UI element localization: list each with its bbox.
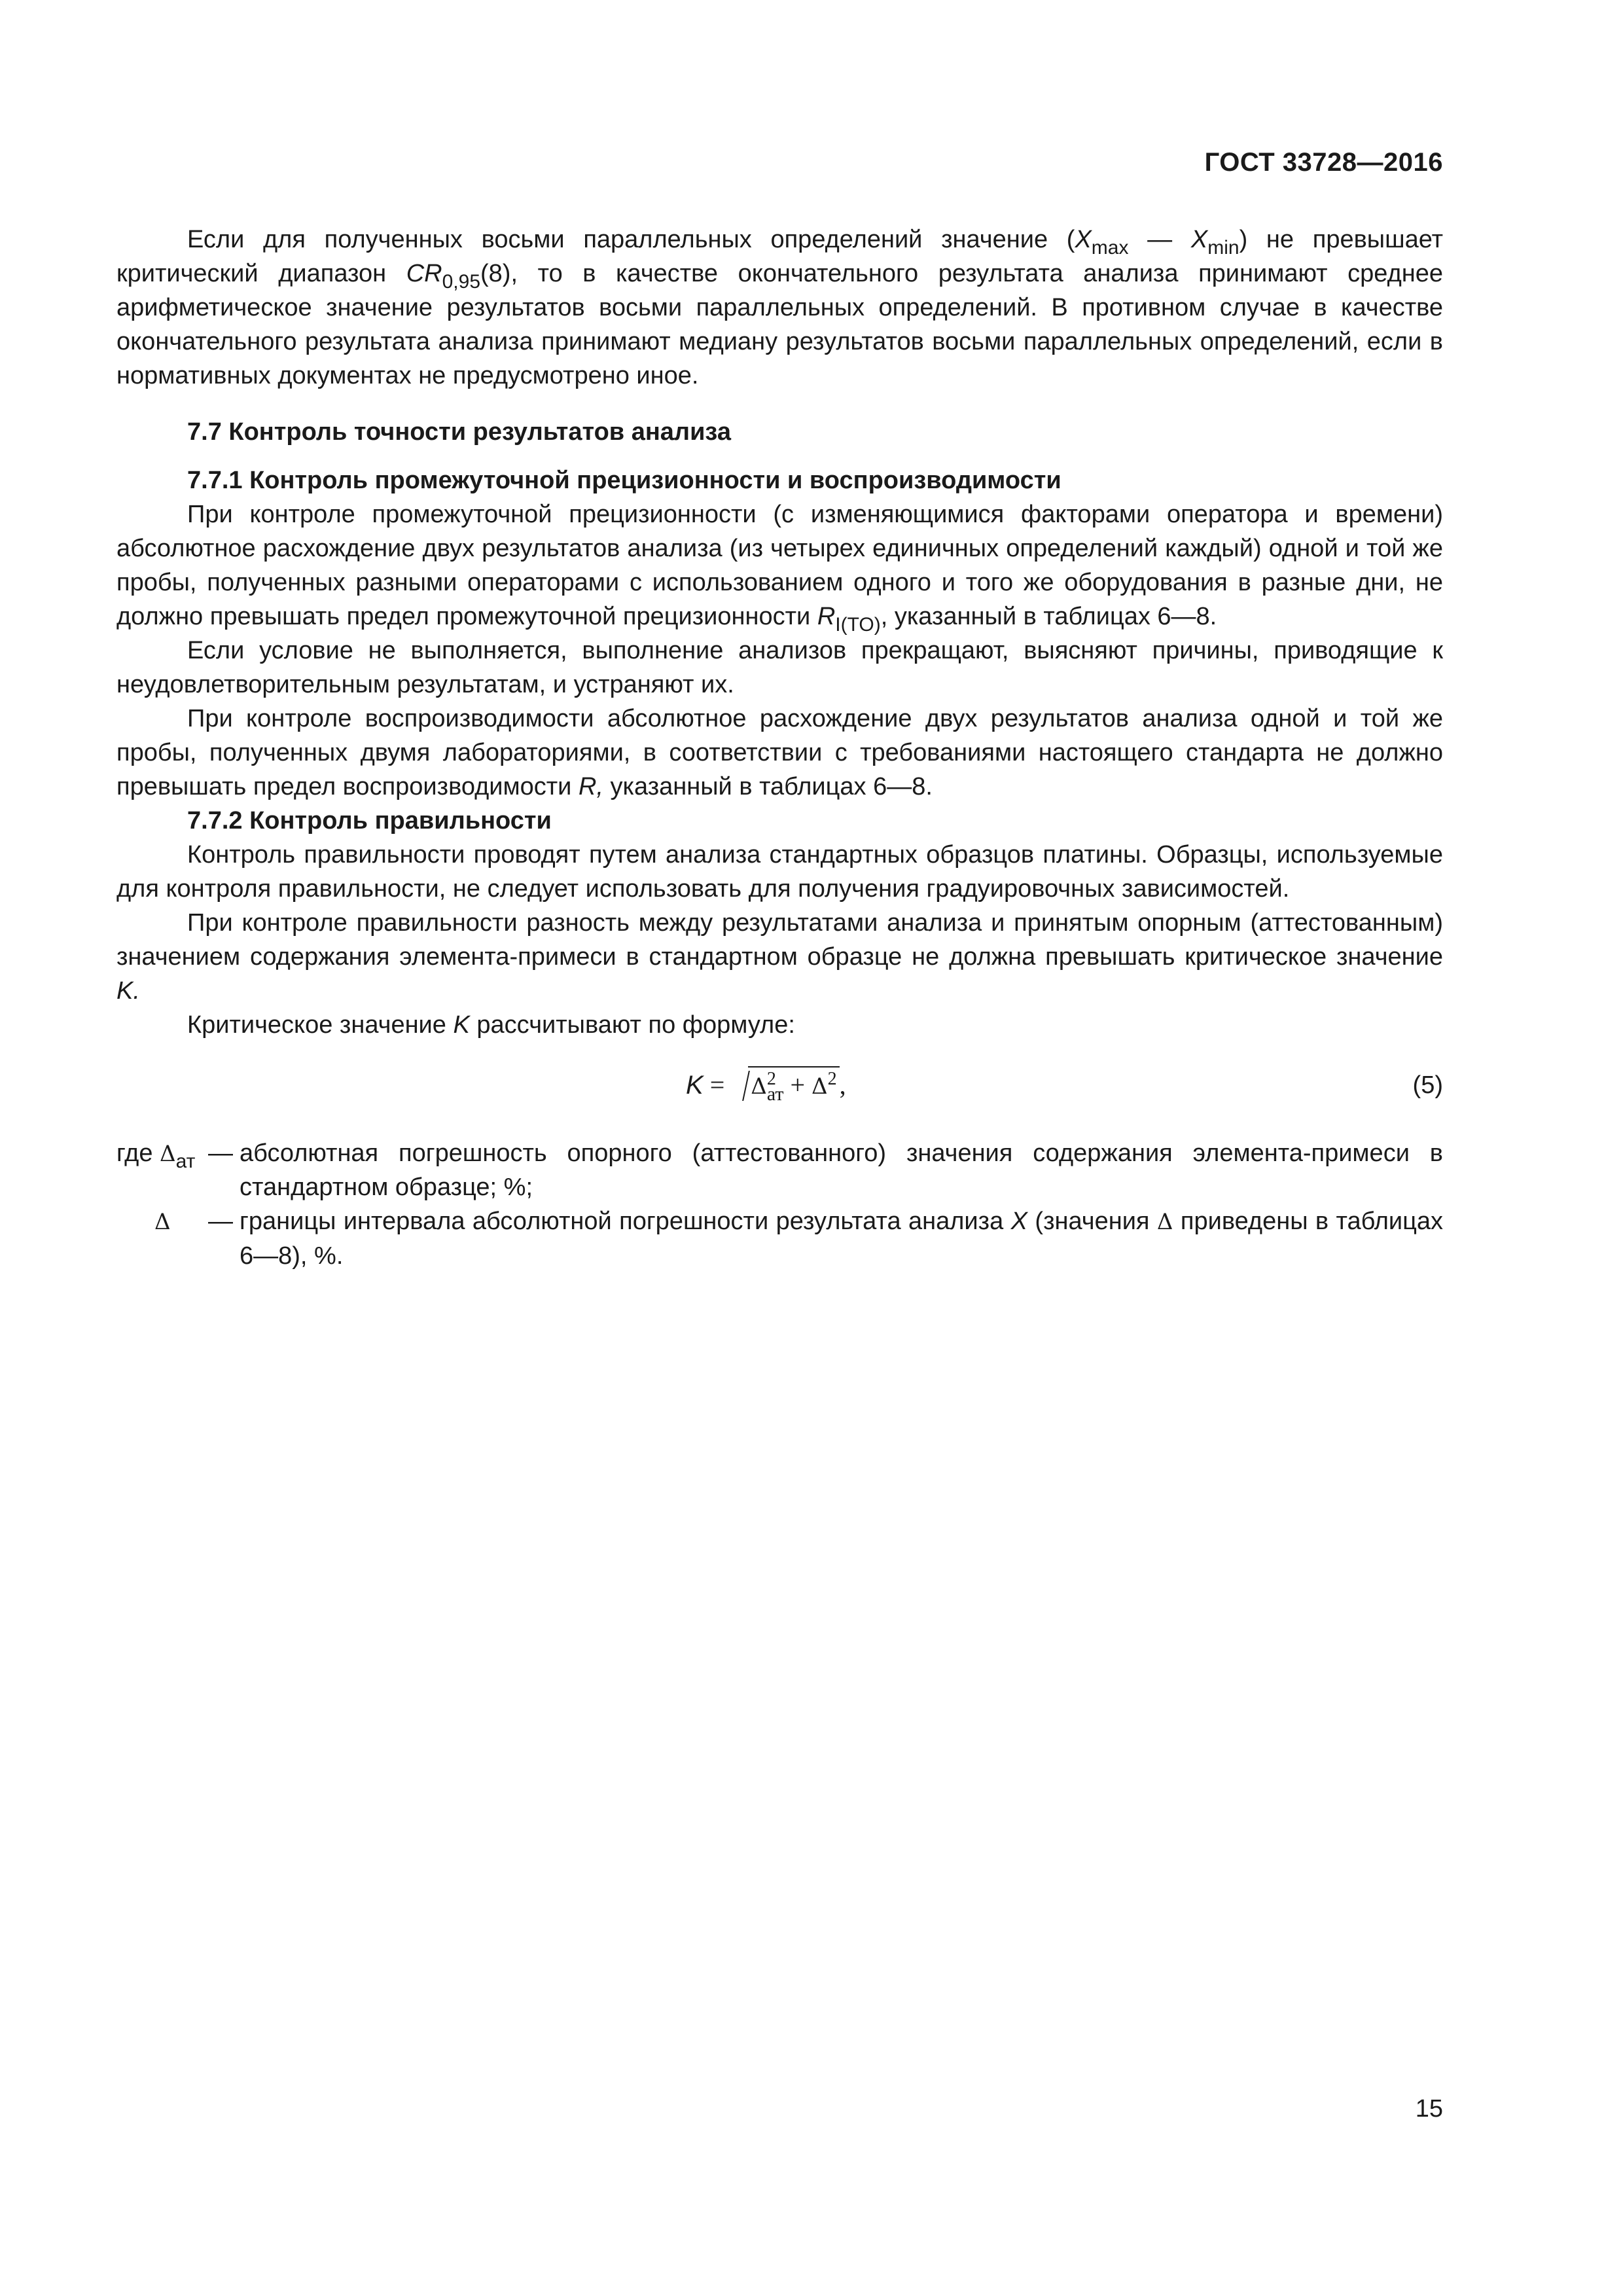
formula-number: (5) bbox=[1412, 1071, 1443, 1099]
section-heading-7-7-1: 7.7.1 Контроль промежуточной прецизионности и воспроизводимости bbox=[187, 467, 1061, 494]
exponent: 2 bbox=[766, 1069, 776, 1089]
text-run: При контроле промежуточной прецизионности (с изменяющимися факторами оператора и времени) абсолютное расхождение двух результатов анализа (из четырех единичных определений каждый) одной и той же пробы, полученных разными операторами с использованием одного и того же оборудования в разные дни, не должно превышать предел промежуточной прецизионности bbox=[116, 501, 1443, 630]
text-run: — bbox=[1128, 226, 1191, 253]
delta-symbol: Δ bbox=[160, 1141, 176, 1167]
delta-symbol: Δ bbox=[751, 1073, 767, 1100]
subscript-max: max bbox=[1091, 237, 1129, 259]
text-run: ) не превышает критический диапазон bbox=[116, 226, 1443, 287]
definition-text bbox=[240, 1204, 1443, 1273]
text-run: приведены в таблицах 6—8), %. bbox=[240, 1208, 1443, 1270]
section-heading-7-7-2: 7.7.2 Контроль правильности bbox=[187, 807, 552, 834]
variable-k: K. bbox=[116, 977, 140, 1005]
subscript-at: ат bbox=[175, 1151, 196, 1172]
variable-x: X bbox=[1075, 226, 1092, 253]
text-run: Если для полученных восьми параллельных определений значение ( bbox=[187, 226, 1075, 253]
formula-comma: , bbox=[839, 1070, 846, 1100]
text-run: (значения bbox=[1027, 1208, 1157, 1235]
text-run: границы интервала абсолютной погрешности результата анализа bbox=[240, 1208, 1011, 1235]
exponent: 2 bbox=[827, 1069, 837, 1089]
paragraph-7-7-1-reproducibility bbox=[116, 702, 1443, 804]
definition-term bbox=[116, 1204, 208, 1239]
subscript-ito: I(TO) bbox=[835, 614, 881, 636]
text-run: При контроле правильности разность между результатами анализа и принятым опорным (аттестованным) значением содержания элемента-примеси в стандартном образце не должна превышать критическое значение bbox=[116, 909, 1443, 971]
where-label: где bbox=[116, 1139, 160, 1167]
text-run: рассчитывают по формуле: bbox=[469, 1011, 795, 1039]
definition-term bbox=[116, 1136, 208, 1171]
text-run: указанный в таблицах 6—8. bbox=[603, 773, 933, 800]
delta-symbol: Δ bbox=[154, 1209, 171, 1235]
paragraph-7-7-2-criterion bbox=[116, 906, 1443, 1008]
variable-x: X bbox=[1190, 226, 1208, 253]
text-run: При контроле воспроизводимости абсолютное расхождение двух результатов анализа одной и той же пробы, полученных двумя лабораториями, в соответствии с требованиями настоящего стандарта не должно превышать предел воспроизводимости bbox=[116, 705, 1443, 800]
formula-plus: + bbox=[783, 1070, 812, 1100]
text-run: Критическое значение bbox=[187, 1011, 454, 1039]
text-run: , указанный в таблицах 6—8. bbox=[880, 603, 1217, 630]
variable-cr: CR bbox=[406, 260, 442, 287]
square-root-sign bbox=[731, 1068, 839, 1103]
definition-text: абсолютная погрешность опорного (аттестованного) значения содержания элемента-примеси в стандартном образце; %; bbox=[240, 1139, 1443, 1201]
variable-r: R bbox=[817, 603, 836, 630]
definition-dash: — bbox=[208, 1139, 233, 1167]
paragraph-7-7-1-condition: Если условие не выполняется, выполнение анализов прекращают, выясняют причины, приводящие к неудовлетворительным результатам, и устраняют их. bbox=[116, 637, 1443, 698]
formula-k bbox=[686, 1068, 846, 1103]
definition-delta-at bbox=[116, 1136, 1443, 1204]
formula-5-row bbox=[116, 1059, 1443, 1118]
subscript-cr: 0,95 bbox=[442, 271, 481, 293]
text-run: (8), то в качестве окончательного результата анализа принимают среднее арифметическое значение результатов восьми параллельных определений. В противном случае в качестве окончательного результата анализа принимают медиану результатов восьми параллельных определений, если в нормативных документах не предусмотрено иное. bbox=[116, 260, 1443, 389]
subscript-min: min bbox=[1207, 237, 1240, 259]
variable-k: K bbox=[453, 1011, 470, 1039]
subscript-at: ат bbox=[766, 1083, 784, 1105]
delta-symbol: Δ bbox=[812, 1073, 828, 1100]
formula-lhs: K bbox=[686, 1071, 704, 1100]
paragraph-7-7-1-precision bbox=[116, 497, 1443, 634]
radicand bbox=[748, 1066, 839, 1105]
delta-symbol: Δ bbox=[1156, 1209, 1173, 1235]
paragraph-7-7-2-formula-intro bbox=[116, 1008, 1443, 1042]
document-body bbox=[116, 223, 1443, 1273]
paragraph-intro bbox=[116, 223, 1443, 393]
definition-delta bbox=[116, 1204, 1443, 1273]
variable-x: X bbox=[1010, 1208, 1027, 1235]
formula-equals: = bbox=[703, 1070, 732, 1100]
definition-dash: — bbox=[208, 1208, 233, 1235]
definitions-list bbox=[116, 1136, 1443, 1273]
page-number: 15 bbox=[1415, 2095, 1443, 2123]
paragraph-7-7-2-method: Контроль правильности проводят путем анализа стандартных образцов платины. Образцы, используемые для контроля правильности, не следует использовать для получения градуировочных зависимостей. bbox=[116, 841, 1443, 903]
section-heading-7-7: 7.7 Контроль точности результатов анализа bbox=[187, 418, 731, 446]
document-page bbox=[116, 0, 1443, 2296]
document-id-header: ГОСТ 33728—2016 bbox=[1204, 148, 1443, 177]
variable-r: R, bbox=[578, 773, 603, 800]
